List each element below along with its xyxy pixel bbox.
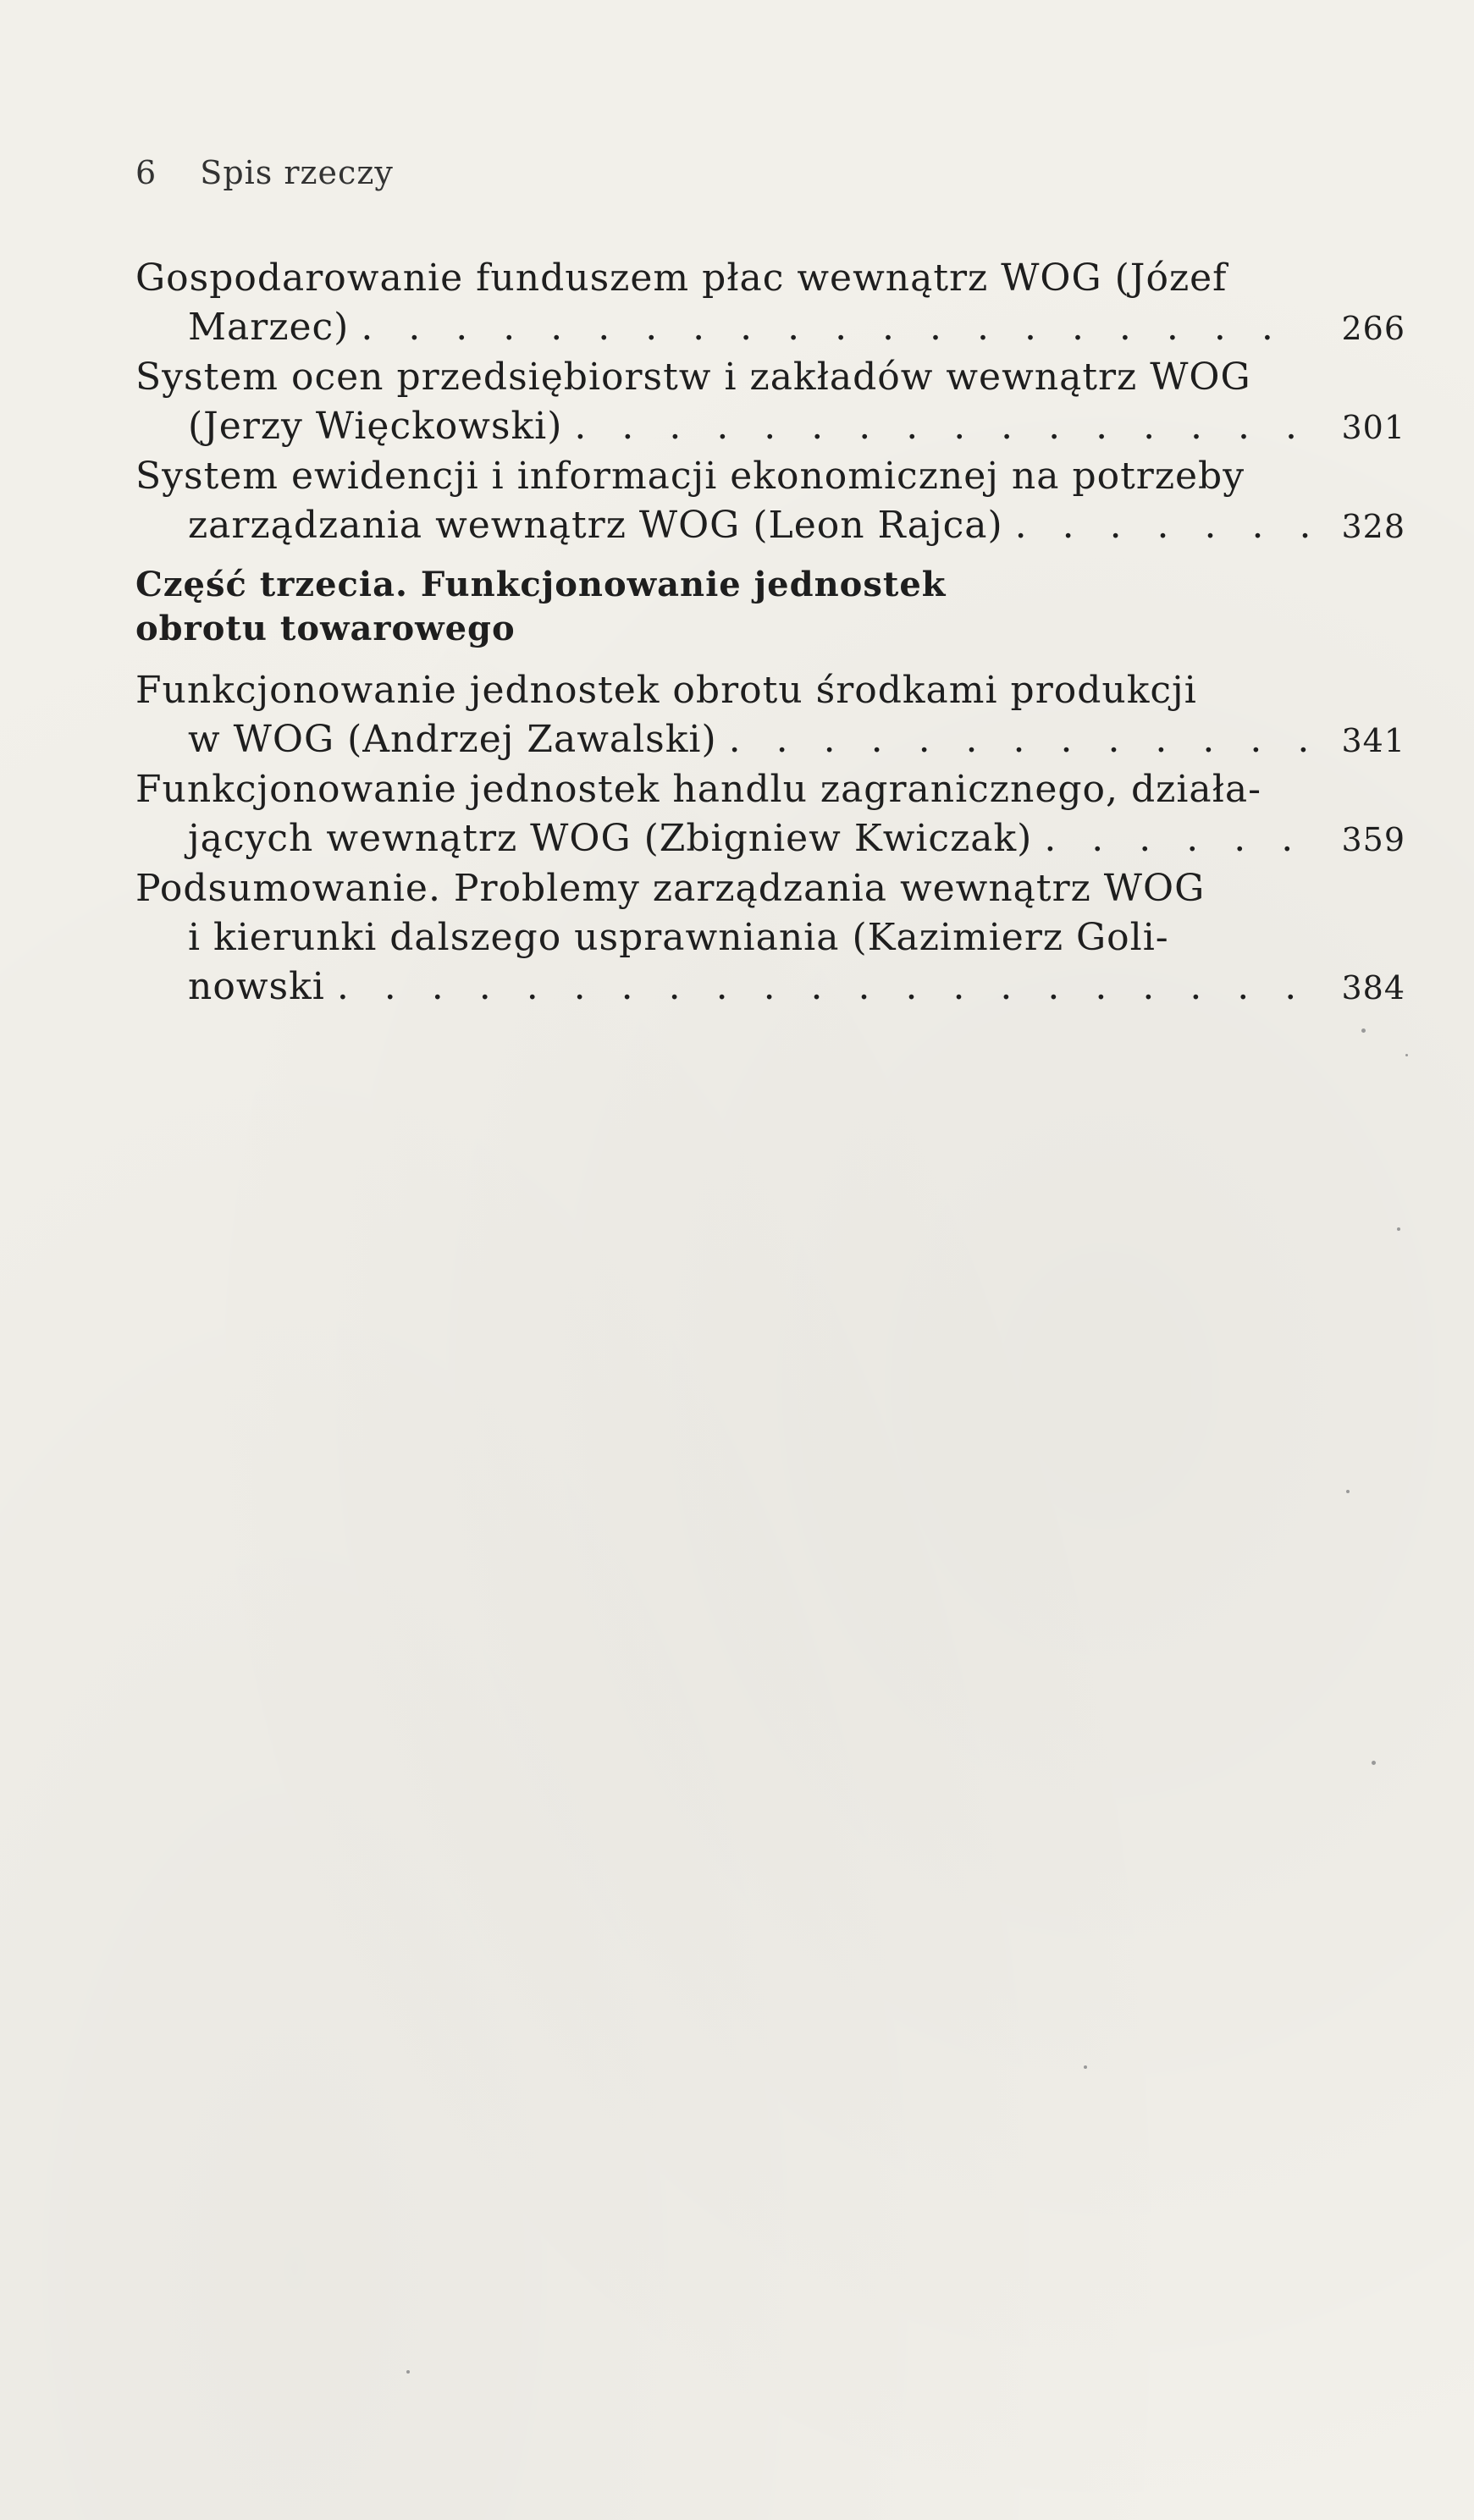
toc-page-number: 341 bbox=[1341, 722, 1405, 759]
running-header bbox=[135, 154, 394, 191]
toc-entry-title-line: Funkcjonowanie jednostek handlu zagranicznego, działa- bbox=[135, 768, 1261, 811]
toc-page-number: 359 bbox=[1341, 821, 1405, 858]
paper-speckle bbox=[1361, 1028, 1366, 1033]
toc-entry-title-line: zarządzania wewnątrz WOG (Leon Rajca) bbox=[188, 504, 1003, 547]
dot-leader bbox=[1015, 501, 1311, 550]
paper-speckle bbox=[1397, 1227, 1400, 1231]
toc-entry-title-line: Podsumowanie. Problemy zarządzania wewnątrz WOG bbox=[135, 867, 1206, 910]
toc-entry-title-line: System ocen przedsiębiorstw i zakładów wewnątrz WOG bbox=[135, 356, 1251, 399]
toc-entry-title-line: Funkcjonowanie jednostek obrotu środkami produkcji bbox=[135, 669, 1197, 712]
toc-entry bbox=[135, 765, 1405, 864]
dot-leader bbox=[337, 962, 1311, 1012]
toc-entry bbox=[135, 353, 1405, 452]
toc-entry bbox=[135, 452, 1405, 551]
toc-entry bbox=[135, 864, 1405, 1012]
paper-speckle bbox=[1084, 2065, 1087, 2069]
page-number: 6 bbox=[135, 154, 157, 191]
paper-speckle bbox=[406, 2370, 410, 2374]
toc-page-number: 384 bbox=[1341, 969, 1405, 1006]
toc-page-number: 301 bbox=[1341, 409, 1405, 446]
toc-entry bbox=[135, 666, 1405, 765]
part-heading-line: Część trzecia. Funkcjonowanie jednostek bbox=[135, 565, 947, 604]
toc-entry-title-line: i kierunki dalszego usprawniania (Kazimierz Goli- bbox=[188, 916, 1169, 959]
toc-entry bbox=[135, 254, 1405, 353]
paper-speckle bbox=[1405, 1054, 1408, 1056]
toc-entry-title-line: Gospodarowanie funduszem płac wewnątrz WOG (Józef bbox=[135, 256, 1228, 300]
toc-entry-title-line: (Jerzy Więckowski) bbox=[188, 405, 563, 448]
dot-leader bbox=[361, 303, 1311, 352]
dot-leader bbox=[574, 402, 1311, 451]
part-heading-line: obrotu towarowego bbox=[135, 609, 516, 648]
part-heading bbox=[135, 563, 1405, 651]
toc-entry-title-line: w WOG (Andrzej Zawalski) bbox=[188, 718, 717, 761]
toc-entry-title-line: System ewidencji i informacji ekonomicznej na potrzeby bbox=[135, 455, 1245, 498]
paper-speckle bbox=[1372, 1761, 1376, 1765]
dot-leader bbox=[729, 715, 1311, 764]
toc-entry-title-line: Marzec) bbox=[188, 306, 350, 349]
paper-speckle bbox=[1346, 1490, 1350, 1493]
toc-entry-title-line: jących wewnątrz WOG (Zbigniew Kwiczak) bbox=[188, 817, 1033, 860]
toc-entry-title-line: nowski bbox=[188, 965, 325, 1008]
toc-page-number: 266 bbox=[1341, 310, 1405, 347]
running-title: Spis rzeczy bbox=[200, 154, 394, 191]
toc-page-number: 328 bbox=[1341, 508, 1405, 545]
table-of-contents bbox=[135, 254, 1405, 1012]
dot-leader bbox=[1044, 814, 1311, 863]
